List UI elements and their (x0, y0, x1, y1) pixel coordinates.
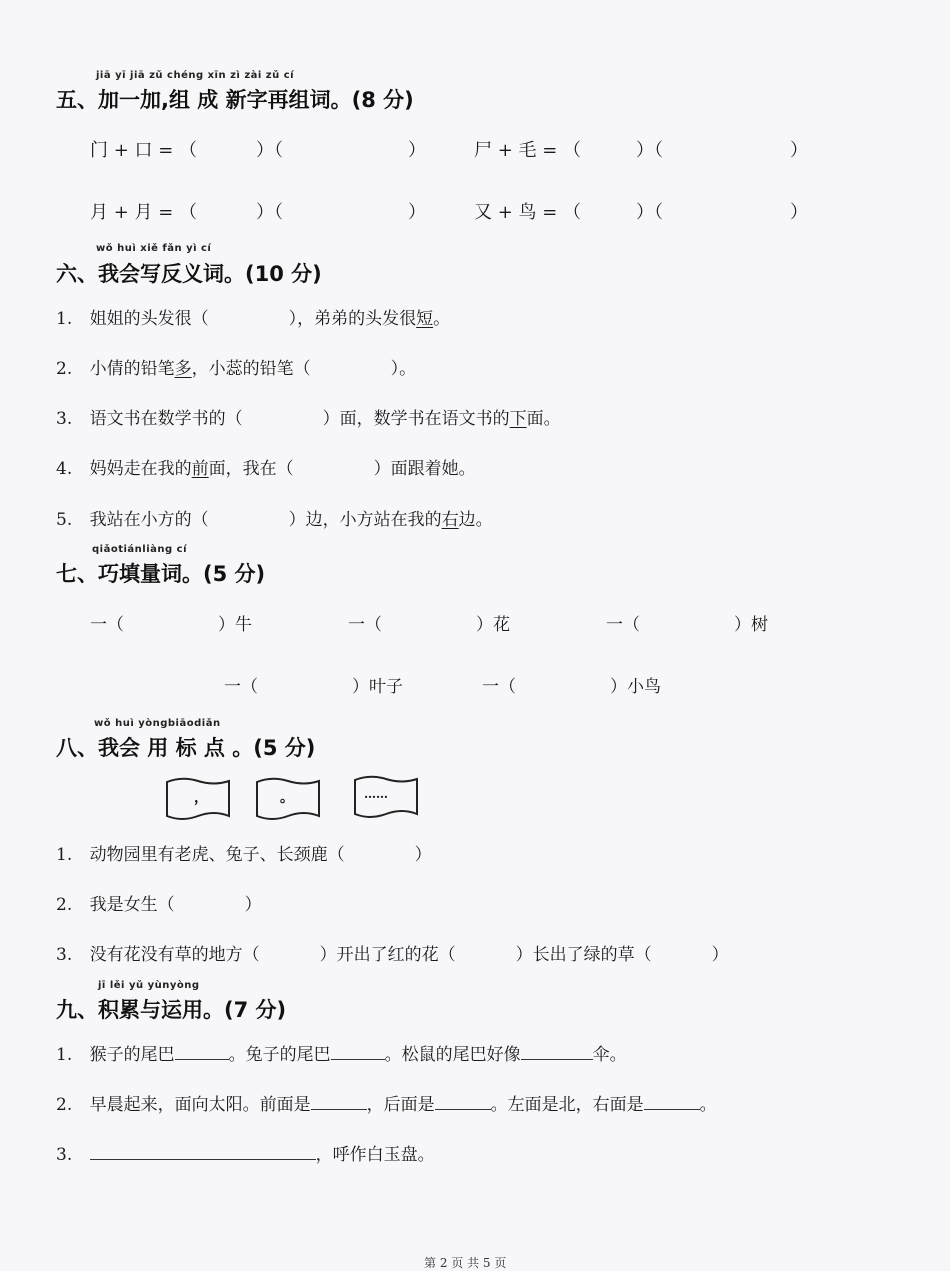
fill-blank (435, 1108, 491, 1110)
flag-comma-text: ， (194, 790, 208, 806)
s8-item-2 (56, 890, 262, 915)
item-text: 面。 (526, 409, 561, 429)
item-text: 猴子的尾巴 (89, 1045, 175, 1065)
section7-pinyin: qiǎotiánliàng cí (92, 544, 187, 555)
fill-blank (175, 1058, 229, 1060)
item-text: 。 (433, 309, 451, 329)
item-text: 我站在小方的（ (89, 510, 209, 530)
s5-row2-left-b: ）（ (256, 202, 283, 223)
item-text: ，后面是 (366, 1095, 435, 1115)
s7-row1-item1-b: ）牛 (218, 615, 252, 635)
s8-item-1 (56, 840, 432, 865)
s5-row2-right-a: 又 + 鸟 = （ (474, 202, 582, 223)
section9-title: 九、积累与运用。(7 分) (56, 998, 287, 1022)
item-text: 妈妈走在我的 (89, 459, 192, 479)
item-text: 动物园里有老虎、兔子、长颈鹿（ (89, 845, 345, 865)
s7-row1-item1-a: 一（ (90, 615, 124, 635)
s5-row1-right-c: ） (790, 140, 808, 161)
item-text: ）面跟着她。 (373, 459, 476, 479)
item-number: 4. (56, 459, 73, 479)
item-text: ）边，小方站在我的 (288, 510, 442, 530)
item-number: 2. (56, 895, 73, 915)
flag-period (254, 776, 322, 822)
item-text: 边。 (458, 510, 493, 530)
s5-row2-left-a: 月 + 月 = （ (90, 202, 198, 223)
item-number: 2. (56, 359, 73, 379)
s6-item-2 (56, 354, 416, 379)
page-footer: 第 2 页 共 5 页 (424, 1256, 507, 1270)
s5-row1-right-a: 尸 + 毛 = （ (474, 140, 582, 161)
s7-row2-item1-b: ）叶子 (352, 677, 403, 697)
s5-row2-right-c: ） (790, 202, 808, 223)
underlined-word: 下 (509, 409, 527, 429)
s7-row1-item2-b: ）花 (476, 615, 510, 635)
item-text: ），弟弟的头发很 (288, 309, 417, 329)
item-text: ） (414, 845, 432, 865)
section6-pinyin: wǒ huì xiě fǎn yì cí (96, 243, 212, 254)
s6-item-5 (56, 505, 493, 530)
s9-item-1 (56, 1040, 627, 1065)
underlined-word: 多 (174, 359, 192, 379)
item-text: ） (244, 895, 262, 915)
s6-item-1 (56, 304, 450, 329)
s5-row1-left-b: ）（ (256, 140, 283, 161)
fill-blank (521, 1058, 593, 1060)
item-text: 面，我在（ (208, 459, 294, 479)
item-text: ）。 (390, 359, 417, 379)
item-text: 我是女生（ (89, 895, 175, 915)
item-text: ，呼作白玉盘。 (315, 1145, 435, 1165)
s7-row1-item3-b: ）树 (734, 615, 768, 635)
item-text: 。 (699, 1095, 717, 1115)
section8-pinyin: wǒ huì yòngbiāodiǎn (94, 718, 221, 729)
item-text: 姐姐的头发很（ (89, 309, 209, 329)
item-number: 5. (56, 510, 73, 530)
item-text: 。松鼠的尾巴好像 (384, 1045, 521, 1065)
s7-row2-item2-b: ）小鸟 (610, 677, 661, 697)
s7-row1-item2-a: 一（ (348, 615, 382, 635)
s9-item-2 (56, 1090, 717, 1115)
s5-row1-left-c: ） (408, 140, 426, 161)
s7-row2-item2-a: 一（ (482, 677, 516, 697)
underlined-word: 前 (191, 459, 209, 479)
section7-title: 七、巧填量词。(5 分) (56, 562, 266, 586)
s7-row1-item3-a: 一（ (606, 615, 640, 635)
item-text: 语文书在数学书的（ (89, 409, 243, 429)
fill-blank (90, 1158, 316, 1160)
item-number: 3. (56, 409, 73, 429)
section5-title: 五、加一加,组 成 新字再组词。(8 分) (56, 88, 414, 112)
item-text: ）面，数学书在语文书的 (322, 409, 510, 429)
item-number: 3. (56, 1145, 73, 1165)
s6-item-3 (56, 404, 561, 429)
section9-pinyin: jī lěi yǔ yùnyòng (98, 980, 200, 991)
s5-row2-left-c: ） (408, 202, 426, 223)
flag-ellipsis (352, 774, 420, 820)
underlined-word: 右 (441, 510, 459, 530)
item-text: 小倩的铅笔 (89, 359, 175, 379)
item-text: 伞。 (592, 1045, 627, 1065)
flag-period-text: 。 (280, 790, 294, 806)
flag-comma (164, 776, 232, 822)
fill-blank (644, 1108, 700, 1110)
item-text: ）长出了绿的草（ (515, 945, 652, 965)
underlined-word: 短 (416, 309, 434, 329)
fill-blank (331, 1058, 385, 1060)
s5-row1-left-a: 门 + 口 = （ (90, 140, 198, 161)
section5-pinyin: jiā yī jiā zǔ chéng xīn zì zài zǔ cí (96, 70, 295, 81)
item-number: 1. (56, 309, 73, 329)
item-text: ） (711, 945, 729, 965)
flag-ellipsis-text: …… (364, 787, 388, 801)
s7-row2-item1-a: 一（ (224, 677, 258, 697)
section8-title: 八、我会 用 标 点 。(5 分) (56, 736, 316, 760)
item-number: 1. (56, 845, 73, 865)
item-text: ）开出了红的花（ (319, 945, 456, 965)
s6-item-4 (56, 454, 476, 479)
item-number: 2. (56, 1095, 73, 1115)
item-text: 没有花没有草的地方（ (89, 945, 260, 965)
item-number: 3. (56, 945, 73, 965)
s9-item-3 (56, 1140, 435, 1165)
item-text: 。兔子的尾巴 (228, 1045, 331, 1065)
item-text: ，小蕊的铅笔（ (191, 359, 311, 379)
fill-blank (311, 1108, 367, 1110)
item-text: 。左面是北，右面是 (490, 1095, 644, 1115)
item-number: 1. (56, 1045, 73, 1065)
s5-row1-right-b: ）（ (636, 140, 663, 161)
s5-row2-right-b: ）（ (636, 202, 663, 223)
section6-title: 六、我会写反义词。(10 分) (56, 262, 322, 286)
item-text: 早晨起来，面向太阳。前面是 (89, 1095, 311, 1115)
s8-item-3 (56, 940, 729, 965)
